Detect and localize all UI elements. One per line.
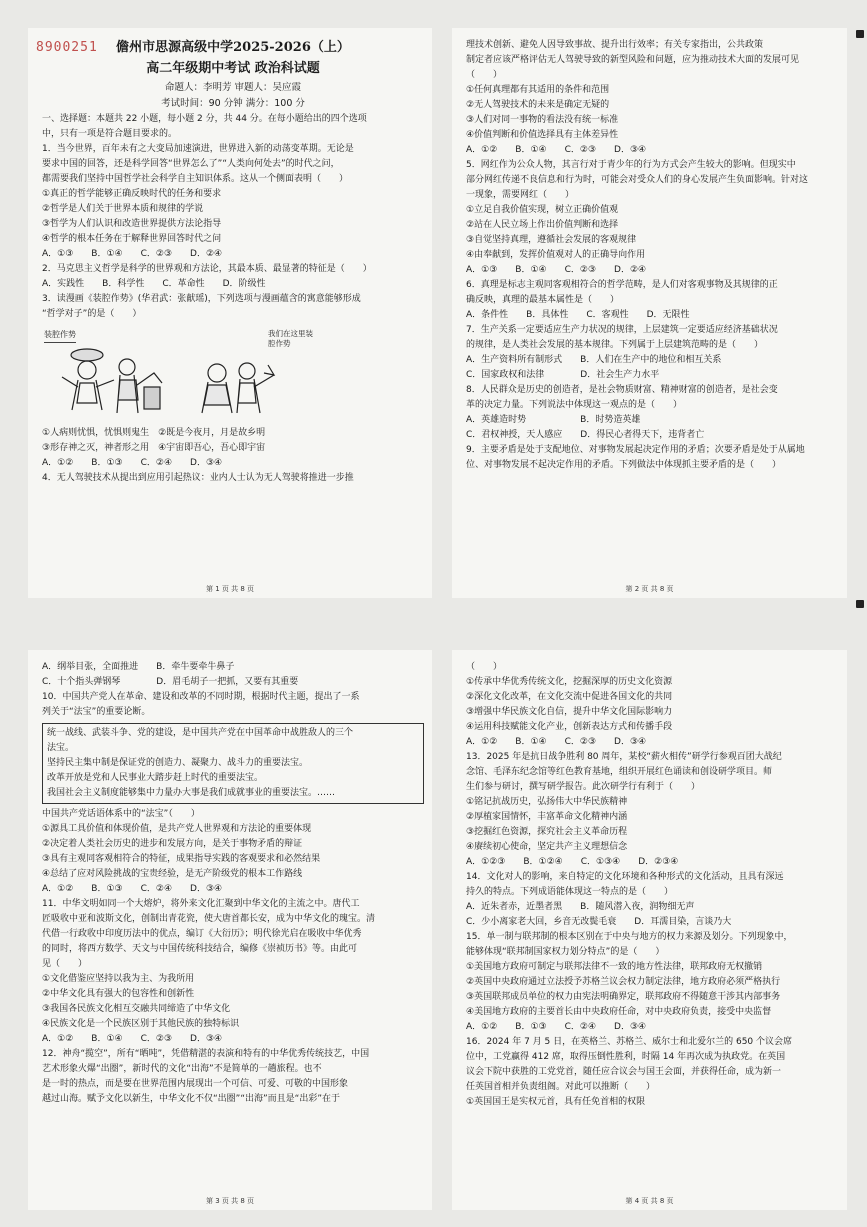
text-line: A．①③ B．①④ C．②③ D．②④	[42, 249, 223, 259]
text-line: 革的决定力量。下列说法中体现这一观点的是（ ）	[466, 400, 683, 410]
text-line: A．①② B．①③ C．②④ D．③④	[466, 1022, 647, 1032]
text-line: 6．真理是标志主观同客观相符合的哲学范畴，是人们对客观事物及其规律的正	[466, 280, 778, 290]
text-line: 法宝。	[47, 743, 75, 753]
text-line: 确反映，真理的最基本属性是（ ）	[466, 295, 620, 305]
text-line: 持久的特点。下列成语能体现这一特点的是（ ）	[466, 887, 674, 897]
text-line: 念馆、毛泽东纪念馆等红色教育基地，组织开展红色诵读和创设研学项目。师	[466, 767, 773, 777]
text-line: ④总结了应对风险挑战的宝贵经验，是无产阶级党的根本工作路线	[42, 869, 303, 879]
text-line: 制定者应该严格评估无人驾驶导致的新型风险和问题，应为推动技术大面的发展可见	[466, 55, 800, 65]
quote-box	[42, 723, 424, 804]
text-line: ①文化借鉴应坚持以我为主、为我所用	[42, 974, 195, 984]
text-line: 代借一行政收中印度历法中的优点，编订《大衍历》；明代徐光启在吸收中华优秀	[42, 929, 362, 939]
text-line: ③人们对同一事物的看法没有统一标准	[466, 115, 619, 125]
exam-page-1	[28, 28, 432, 598]
text-line: 能够体现“联邦制国家权力划分特点”的是（ ）	[466, 947, 665, 957]
text-line: 3．读漫画《装腔作势》(华君武：张献瑶)，下列选项与漫画蕴含的寓意能够形成	[42, 294, 361, 304]
text-line: 一现象，需要网红（ ）	[466, 190, 575, 200]
text-line: C．十个指头弹钢琴 D．眉毛胡子一把抓，又要有其重要	[42, 677, 299, 687]
text-line: C．少小离家老大回，乡音无改鬓毛衰 D．耳濡目染，言谈乃大	[466, 917, 732, 927]
text-line: A．实践性 B．科学性 C．革命性 D．阶级性	[42, 279, 266, 289]
text-line: ④由奉献到，发挥价值观对人的正确导向作用	[466, 250, 646, 260]
question-text-block	[466, 660, 839, 1110]
text-line: 任英国首相并负责组阁。对此可以推断（ ）	[466, 1082, 656, 1092]
text-line: （ ）	[466, 70, 503, 80]
text-line: ①立足自我价值实现，树立正确价值观	[466, 205, 619, 215]
text-line: ②决定着人类社会历史的进步和发展方向，是关于事物矛盾的辩证	[42, 839, 303, 849]
text-line: A．①② B．①④ C．②③ D．③④	[42, 1034, 223, 1044]
text-line: A．纲举目张，全面推进 B．牵牛要牵牛鼻子	[42, 662, 235, 672]
text-line: ①任何真理都有其适用的条件和范围	[466, 85, 610, 95]
page-4-content	[466, 660, 839, 1188]
text-line: ③挖掘红色资源，探究社会主义革命历程	[466, 827, 628, 837]
text-line: ④美国地方政府的主要首长由中央政府任命，对中央政府负责，接受中央监督	[466, 1007, 772, 1017]
text-line: ③我国各民族文化相互交融共同缔造了中华文化	[42, 1004, 231, 1014]
text-line: ④运用科技赋能文化产业，创新表达方式和传播手段	[466, 722, 673, 732]
page-footer: 第 4 页 共 8 页	[625, 1197, 674, 1205]
cartoon-illustration	[42, 325, 424, 423]
text-line: 是一时的热点，而是要在世界范围内展现出一个可信、可爱、可敬的中国形象	[42, 1079, 349, 1089]
text-line: 议会下院中获胜的工党党首，随任应合议会与国王会面，并获得任命，成为新一	[466, 1067, 782, 1077]
text-line: 的同时，将西方数学、天文与中国传统科技结合，编修《崇祯历书》等。由此可	[42, 944, 358, 954]
text-line: 9．主要矛盾是处于支配地位、对事物发展起决定作用的矛盾；次要矛盾是处于从属地	[466, 445, 805, 455]
text-line: 越过山海。赋予文化以新生，中华文化不仅“出圈”“出海”而且是“出彩”在于	[42, 1094, 340, 1104]
cartoon-caption-left: 装腔作势	[44, 327, 76, 343]
page-footer: 第 3 页 共 8 页	[205, 1197, 255, 1205]
text-line: 14．文化对人的影响，来自特定的文化环境和各种形式的文化活动，且具有深远	[466, 872, 784, 882]
text-line: ②厚植家国情怀，丰富革命文化精神内涵	[466, 812, 628, 822]
text-line: “哲学对子”的是（ ）	[42, 309, 142, 319]
page-footer: 第 1 页 共 8 页	[205, 585, 255, 593]
text-line: 位中，工党赢得 412 席，取得压倒性胜利，时隔 14 年再次成为执政党。在英国	[466, 1052, 786, 1062]
text-line: ③增强中华民族文化自信，提升中华文化国际影响力	[466, 707, 673, 717]
question-text-block	[42, 112, 424, 322]
text-line: 部分网红传递不良信息和行为时，可能会对受众人们的身心发展产生负面影响。针对这	[466, 175, 809, 185]
page-1-content	[42, 38, 424, 576]
text-line: ④赓续初心使命，坚定共产主义理想信念	[466, 842, 628, 852]
text-line: 5．网红作为公众人物，其言行对于青少年的行为方式会产生较大的影响。但现实中	[466, 160, 796, 170]
text-line: ①源具工具价值和体现价值，是共产党人世界观和方法论的重要体现	[42, 824, 312, 834]
text-line: ①人病则忧惧，忧惧则鬼生 ②既是今夜月，月是故乡明	[42, 428, 266, 438]
text-line: 生们参与研讨，撰写研学报告。此次研学行有利于（ ）	[466, 782, 701, 792]
text-line: 理技术创新、避免人因导致事故、提升出行效率；有关专家指出，公共政策	[466, 40, 764, 50]
exam-page-3	[28, 650, 432, 1210]
text-line: A．①③ B．①④ C．②③ D．②④	[466, 265, 647, 275]
page-3-content	[42, 660, 424, 1188]
page-footer: 第 2 页 共 8 页	[625, 585, 674, 593]
text-line: 我国社会主义制度能够集中力量办大事是我们成就事业的重要法宝。……	[47, 788, 336, 798]
text-line: 中国共产党话语体系中的“法宝”（ ）	[42, 809, 200, 819]
text-line: 的规律，是人类社会发展的基本规律。下列属于上层建筑范畴的是（ ）	[466, 340, 764, 350]
text-line: 4．无人驾驶技术从提出到应用引起热议：业内人士认为无人驾驶将推进一步推	[42, 473, 354, 483]
text-line: 2．马克思主义哲学是科学的世界观和方法论，其最本质、最显著的特征是（ ）	[42, 264, 372, 274]
text-line: A．近朱者赤，近墨者黑 B．随风潜入夜，润物细无声	[466, 902, 695, 912]
text-line: 见（ ）	[42, 959, 88, 969]
text-line: 10．中国共产党人在革命、建设和改革的不同时期，根据时代主题，提出了一系	[42, 692, 360, 702]
text-line: 艺术形象火爆“出圈”，新时代的文化“出海”不是简单的一趟旅程。也不	[42, 1064, 322, 1074]
text-line: ①铭记抗战历史，弘扬伟大中华民族精神	[466, 797, 628, 807]
text-line: ①真正的哲学能够正确反映时代的任务和要求	[42, 189, 222, 199]
text-line: ④哲学的根本任务在于解释世界回答时代之问	[42, 234, 222, 244]
text-line: A．①②③ B．①②④ C．①③④ D．②③④	[466, 857, 679, 867]
text-line: ②中华文化具有强大的包容性和创新性	[42, 989, 195, 999]
question-text-block-2	[42, 807, 424, 1107]
text-line: 12．神舟“揽空”，所有“晒吨”，凭借精湛的表演和特有的中华优秀传统技艺，中国	[42, 1049, 370, 1059]
scan-edge-mark	[856, 30, 864, 38]
text-line: A．生产资料所有制形式 B．人们在生产中的地位和相互关系	[466, 355, 722, 365]
text-line: ②哲学是人们关于世界本质和规律的学说	[42, 204, 204, 214]
text-line: A．条件性 B．具体性 C．客观性 D．无限性	[466, 310, 690, 320]
text-line: ①英国国王是实权元首，具有任免首相的权限	[466, 1097, 646, 1107]
text-line: ①美国地方政府可制定与联邦法律不一致的地方性法律，联邦政府无权撤销	[466, 962, 763, 972]
text-line: ④价值判断和价值选择具有主体差异性	[466, 130, 619, 140]
text-line: A．①② B．①③ C．②④ D．③④	[42, 458, 223, 468]
text-line: C．国家政权和法律 D．社会生产力水平	[466, 370, 660, 380]
text-line: ②英国中央政府通过立法授予苏格兰议会权力制定法律，地方政府必须严格执行	[466, 977, 781, 987]
question-text-block	[42, 660, 424, 720]
question-text-block-2	[42, 426, 424, 486]
exam-authors: 命题人：李明芳 审题人：吴应霞	[164, 82, 302, 93]
text-line: 7．生产关系一定要适应生产力状况的规律，上层建筑一定要适应经济基础状况	[466, 325, 778, 335]
text-line: ②站在人民立场上作出价值判断和选择	[466, 220, 619, 230]
text-line: 改革开放是党和人民事业大踏步赶上时代的重要法宝。	[47, 773, 264, 783]
text-line: C．君权神授，天人感应 D．得民心者得天下，违背者亡	[466, 430, 705, 440]
text-line: 11．中华文明如同一个大熔炉，将外来文化汇聚到中华文化的主流之中。唐代工	[42, 899, 360, 909]
text-line: 15．单一制与联邦制的根本区别在于中央与地方的权力来源及划分。下列现象中，	[466, 932, 793, 942]
text-line: ③形存神之灭，神者形之用 ④宇宙即吾心，吾心即宇宙	[42, 443, 266, 453]
text-line: A．英雄造时势 B．时势造英雄	[466, 415, 641, 425]
text-line: 位、对事物发展不起决定作用的矛盾。下列做法中体现抓主要矛盾的是（ ）	[466, 460, 782, 470]
page-2-content	[466, 38, 839, 576]
text-line: ④民族文化是一个民族区别于其他民族的独特标识	[42, 1019, 240, 1029]
text-line: ②深化文化改革，在文化交流中促进各国文化的共同	[466, 692, 673, 702]
text-line: 1．当今世界，百年未有之大变局加速演进，世界进入新的动荡变革期。无论是	[42, 144, 354, 154]
text-line: A．①② B．①③ C．②④ D．③④	[42, 884, 223, 894]
text-line: 13．2025 年是抗日战争胜利 80 周年，某校“薪火相传”研学行参观百团大战纪	[466, 752, 782, 762]
exam-time-score: 考试时间：90 分钟 满分：100 分	[161, 98, 305, 109]
text-line: ③自觉坚持真理，遵循社会发展的客观规律	[466, 235, 637, 245]
serial-stamp: 8900251	[36, 40, 98, 55]
text-line: 匠吸收中亚和波斯文化，创制出青花瓷，使大唐首都长安，成为中华文化的瑰宝。清	[42, 914, 376, 924]
scan-edge-mark	[856, 600, 864, 608]
text-line: 16．2024 年 7 月 5 日，在英格兰、苏格兰、威尔士和北爱尔兰的 650 个议会席	[466, 1037, 793, 1047]
text-line: ②无人驾驶技术的未来是确定无疑的	[466, 100, 610, 110]
exam-page-2	[452, 28, 847, 598]
text-line: 列关于“法宝”的重要论断。	[42, 707, 151, 717]
text-line: ①传承中华优秀传统文化，挖掘深厚的历史文化资源	[466, 677, 673, 687]
text-line: 统一战线、武装斗争、党的建设，是中国共产党在中国革命中战胜敌人的三个	[47, 728, 354, 738]
text-line: 要求中国的回答，还是科学回答“世界怎么了”“人类向何处去”的时代之问，	[42, 159, 340, 169]
text-line: 中，只有一项是符合题目要求的。	[42, 129, 178, 139]
text-line: 都需要我们坚持中国哲学社会科学自主知识体系。这从一个侧面表明（ ）	[42, 174, 349, 184]
text-line: 坚持民主集中制是保证党的创造力、凝聚力、战斗力的重要法宝。	[47, 758, 309, 768]
exam-page-4	[452, 650, 847, 1210]
question-text-block	[466, 38, 839, 473]
school-name: 儋州市思源高级中学2025-2026（上）	[116, 40, 350, 55]
text-line: A．①② B．①④ C．②③ D．③④	[466, 145, 647, 155]
text-line: （ ）	[466, 662, 503, 672]
text-line: A．①② B．①④ C．②③ D．③④	[466, 737, 647, 747]
text-line: ③哲学为人们认识和改造世界提供方法论指导	[42, 219, 222, 229]
exam-title: 高二年级期中考试 政治科试题	[146, 61, 320, 76]
text-line: 8．人民群众是历史的创造者，是社会物质财富、精神财富的创造者，是社会变	[466, 385, 778, 395]
text-line: ③具有主观同客观相符合的特征，成果指导实践的客观要求和必然结果	[42, 854, 321, 864]
text-line: 一、选择题：本题共 22 小题，每小题 2 分，共 44 分。在每小题给出的四个选项	[42, 114, 367, 124]
cartoon-caption-right: 我们在这里装腔作势	[268, 329, 313, 348]
text-line: ③英国联邦成员单位的权力由宪法明确界定，联邦政府不得随意干涉其内部事务	[466, 992, 781, 1002]
